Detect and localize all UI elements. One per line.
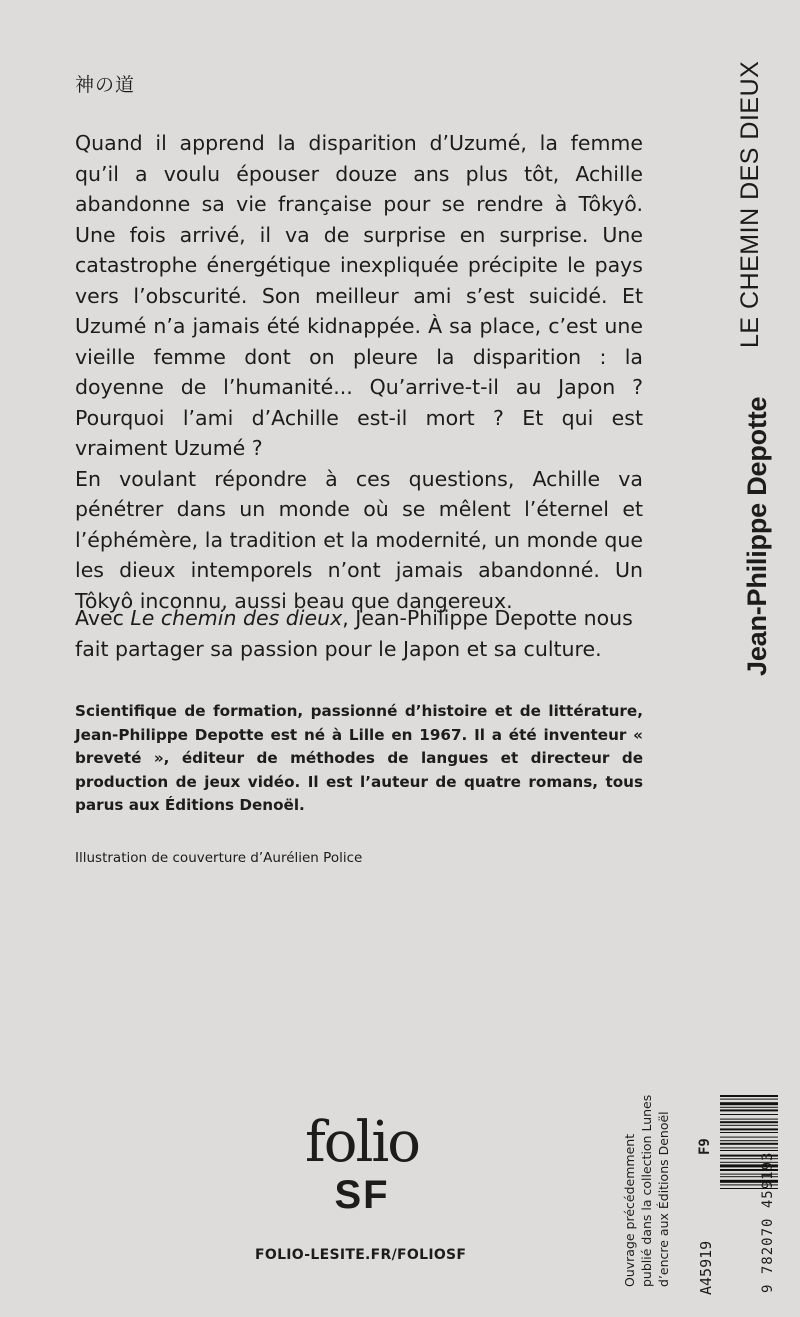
japanese-title: 神の道 <box>75 74 136 96</box>
original-edition-line-2: publié dans la collection Lunes <box>639 1094 654 1287</box>
folio-sf-logo <box>300 1110 424 1217</box>
blurb-paragraph-2: En voulant répondre à ces questions, Achille va pénétrer dans un monde où se mêlent l’éternel et l’éphémère, la tradition et la modernité, un monde que les dieux intemporels n’ont jamais abandonné. Un Tôkyô inconnu, aussi beau que dangereux. <box>75 466 643 613</box>
author-bio: Scientifique de formation, passionné d’histoire et de littérature, Jean-Philippe Depotte est né à Lille en 1967. Il a été inventeur « breveté », éditeur de méthodes de langues et directeur de production de jeux vidéo. Il est l’auteur de quatre romans, tous parus aux Éditions Denoël. <box>75 702 643 814</box>
spine-author: Jean-Philippe Depotte <box>742 396 772 676</box>
barcode-category: F9 <box>697 1138 713 1155</box>
blurb-paragraph-1: Quand il apprend la disparition d’Uzumé, la femme qu’il a voulu épouser douze ans plus tôt, Achille abandonne sa vie française pour se rendre à Tôkyô. Une fois arrivé, il va de surprise en surprise. Une catastrophe énergétique inexpliquée précipite le pays vers l’obscurité. Son meilleur ami s’est suicidé. Et Uzumé n’a jamais été kidnappée. À sa place, c’est une vieille femme dont on pleure la disparition : la doyenne de l’humanité... Qu’arrive-t-il au Japon ? Pourquoi l’ami d’Achille est-il mort ? Et qui est vraiment Uzumé ? <box>75 131 643 460</box>
publisher-website: FOLIO-LESITE.FR/FOLIOSF <box>255 1247 467 1263</box>
original-edition-note <box>621 1095 672 1287</box>
spine-title: LE CHEMIN DES DIEUX <box>736 60 764 348</box>
book-title-italic: Le chemin des dieux <box>130 606 343 630</box>
blurb-closing-suffix: , Jean-Philippe Depotte nous fait partager sa passion pour le Japon et sa culture. <box>75 606 633 661</box>
barcode-code: A45919 <box>697 1240 715 1295</box>
blurb-closing <box>75 603 643 665</box>
illustration-credit: Illustration de couverture d’Aurélien Police <box>75 850 363 866</box>
sf-logo-text: SF <box>334 1173 390 1217</box>
blurb-closing-prefix: Avec <box>75 606 131 630</box>
back-cover-blurb <box>75 128 643 616</box>
barcode-isbn: 9 782070 459193 <box>760 1151 776 1293</box>
original-edition-line-3: d’encre aux Éditions Denoël <box>656 1111 671 1287</box>
barcode-area <box>698 1095 780 1295</box>
folio-logo-text: folio <box>305 1110 419 1175</box>
original-edition-line-1: Ouvrage précédemment <box>622 1133 637 1287</box>
